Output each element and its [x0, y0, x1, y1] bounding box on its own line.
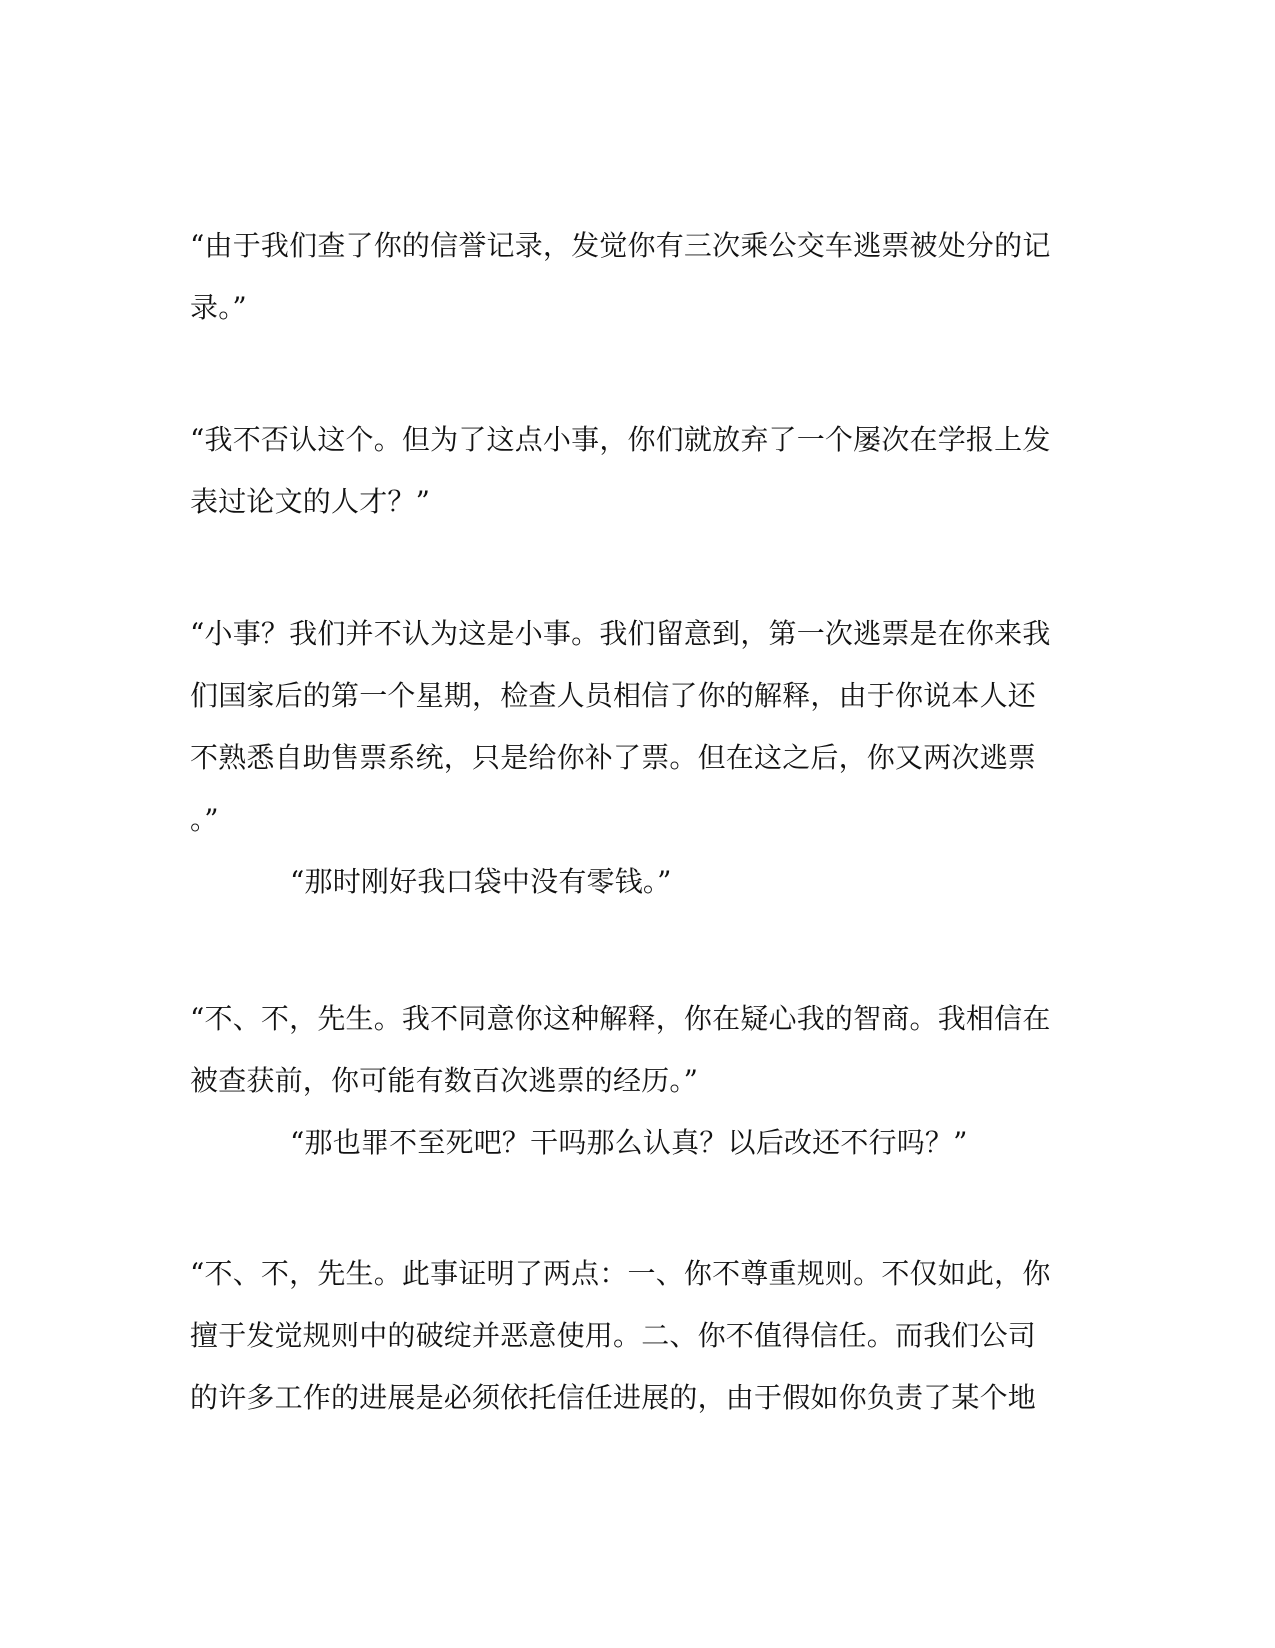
- text-line: 被查获前，你可能有数百次逃票的经历。”: [190, 1064, 699, 1097]
- text-line: 们国家后的第一个星期，检查人员相信了你的解释，由于你说本人还: [190, 679, 1037, 712]
- text-line: “不、不，先生。此事证明了两点：一、你不尊重规则。不仅如此，你: [190, 1257, 1051, 1290]
- text-line: 。”: [190, 803, 219, 836]
- text-line: “由于我们查了你的信誉记录，发觉你有三次乘公交车逃票被处分的记: [190, 229, 1051, 262]
- text-line: “我不否认这个。但为了这点小事，你们就放弃了一个屡次在学报上发: [190, 423, 1051, 456]
- text-line: “不、不，先生。我不同意你这种解释，你在疑心我的智商。我相信在: [190, 1002, 1051, 1035]
- text-line: 不熟悉自助售票系统，只是给你补了票。但在这之后，你又两次逃票: [190, 741, 1037, 774]
- text-line: “那时刚好我口袋中没有零钱。”: [290, 865, 672, 898]
- text-line: 的许多工作的进展是必须依托信任进展的，由于假如你负责了某个地: [190, 1381, 1037, 1414]
- text-line: 表过论文的人才？”: [190, 485, 431, 518]
- text-line: “小事？我们并不认为这是小事。我们留意到，第一次逃票是在你来我: [190, 617, 1051, 650]
- text-line: “那也罪不至死吧？干吗那么认真？以后改还不行吗？”: [290, 1126, 968, 1159]
- text-line: 擅于发觉规则中的破绽并恶意使用。二、你不值得信任。而我们公司: [190, 1319, 1037, 1352]
- text-line: 录。”: [190, 291, 247, 324]
